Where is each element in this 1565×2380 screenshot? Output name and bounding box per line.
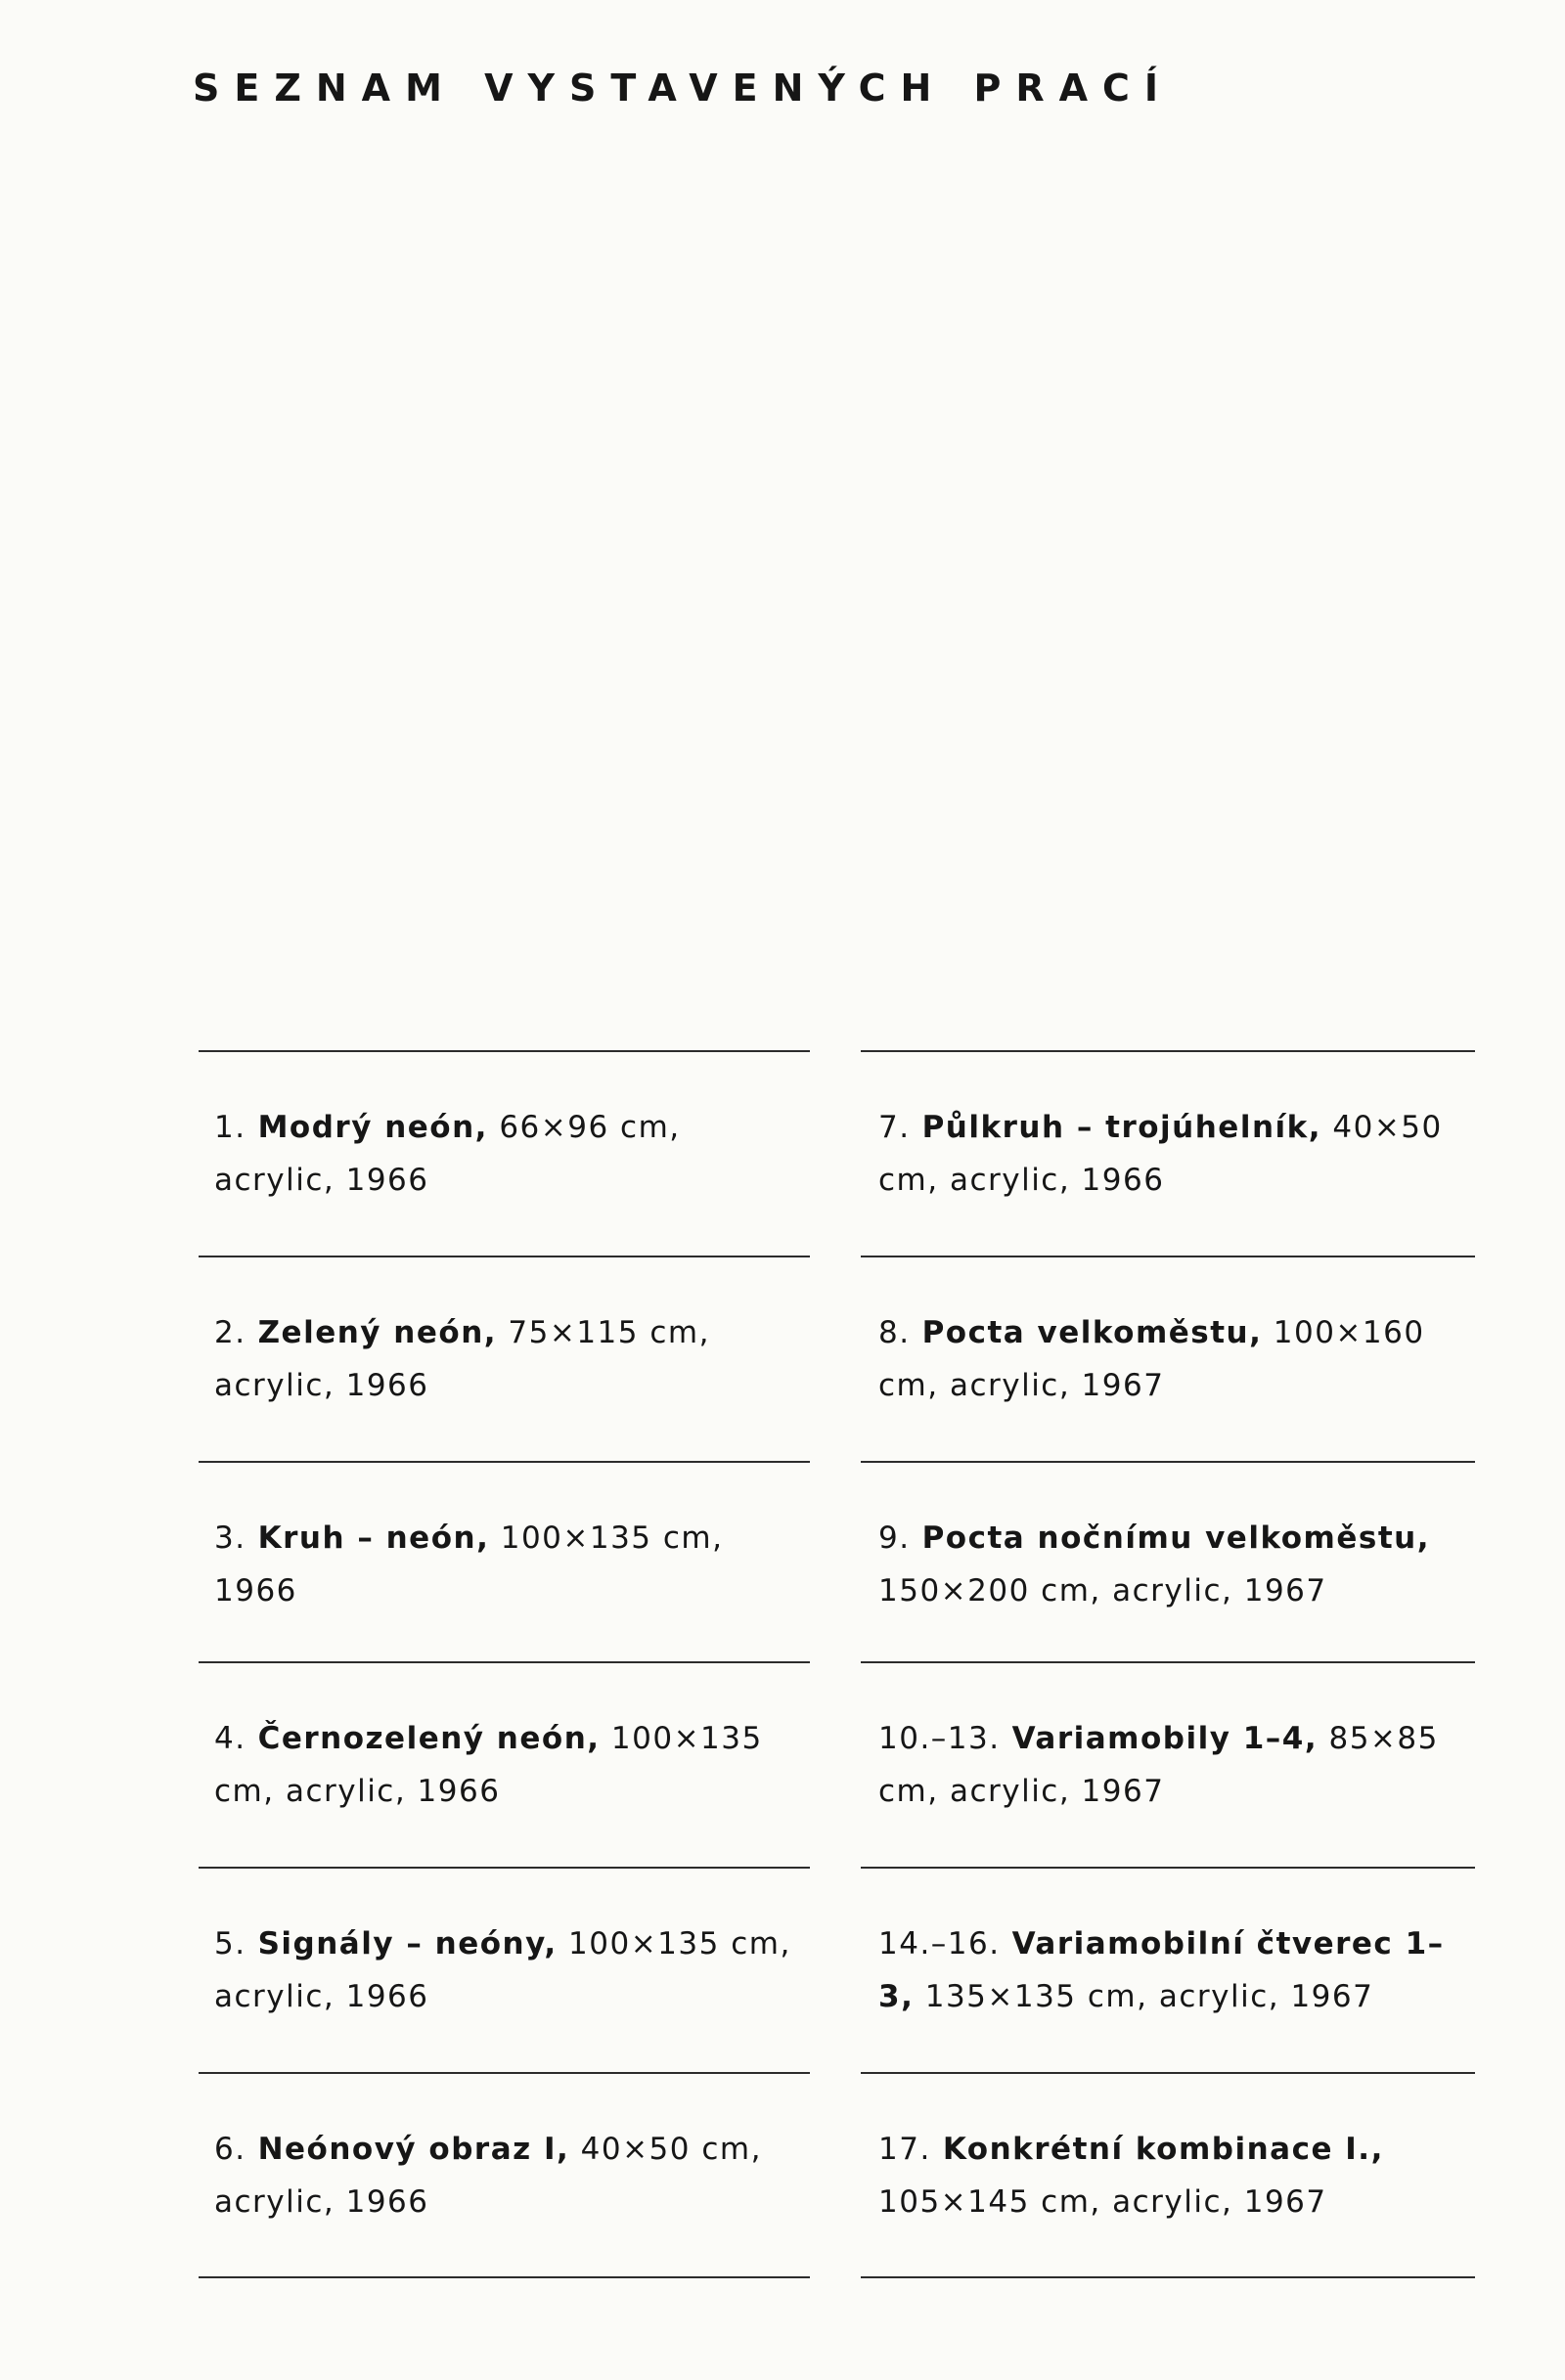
item-title: Variamobily 1–4, [1011, 1721, 1319, 1756]
item-title: Signály – neóny, [257, 1926, 558, 1961]
list-item [861, 1463, 1475, 1666]
list-item [199, 1257, 810, 1461]
divider [861, 2276, 1475, 2278]
item-title: Pocta velkoměstu, [921, 1315, 1263, 1350]
item-number: 3. [214, 1521, 246, 1556]
item-details: 66×96 cm, acrylic, 1966 [214, 1110, 681, 1198]
item-number: 1. [214, 1110, 246, 1145]
item-details: 105×145 cm, acrylic, 1967 [878, 2184, 1327, 2220]
list-item [199, 1052, 810, 1256]
item-number: 2. [214, 1315, 246, 1350]
page-title: SEZNAM VYSTAVENÝCH PRACÍ [193, 66, 1174, 110]
list-item [199, 1869, 810, 2072]
item-title: Zelený neón, [257, 1315, 498, 1350]
item-number: 17. [878, 2132, 931, 2167]
list-item [861, 1052, 1475, 1256]
item-details: 75×115 cm, acrylic, 1966 [214, 1315, 710, 1403]
item-number: 4. [214, 1721, 246, 1756]
item-title: Kruh – neón, [257, 1521, 490, 1556]
item-details: 100×160 cm, acrylic, 1967 [878, 1315, 1425, 1403]
item-details: 100×135 cm, acrylic, 1966 [214, 1721, 763, 1809]
item-details: 40×50 cm, acrylic, 1966 [214, 2132, 762, 2220]
list-item [861, 2074, 1475, 2277]
item-title: Půlkruh – trojúhelník, [921, 1110, 1322, 1145]
item-title: Neónový obraz I, [257, 2132, 570, 2167]
list-item [199, 1463, 810, 1666]
item-title: Černozelený neón, [257, 1721, 601, 1756]
item-details: 85×85 cm, acrylic, 1967 [878, 1721, 1439, 1809]
item-number: 7. [878, 1110, 911, 1145]
list-item [861, 1257, 1475, 1461]
list-item [861, 1869, 1475, 2072]
list-item [861, 1663, 1475, 1867]
item-title: Variamobilní čtverec 1–3, [878, 1926, 1445, 2014]
item-title: Pocta nočnímu velkoměstu, [921, 1521, 1430, 1556]
item-number: 14.–16. [878, 1926, 1001, 1961]
item-title: Konkrétní kombinace I., [942, 2132, 1384, 2167]
item-number: 10.–13. [878, 1721, 1001, 1756]
item-number: 9. [878, 1521, 911, 1556]
list-item [199, 2074, 810, 2277]
item-title: Modrý neón, [257, 1110, 488, 1145]
item-details: 135×135 cm, acrylic, 1967 [924, 1979, 1374, 2014]
list-item [199, 1663, 810, 1867]
divider [199, 2276, 810, 2278]
item-number: 5. [214, 1926, 246, 1961]
item-details: 40×50 cm, acrylic, 1966 [878, 1110, 1443, 1198]
item-number: 6. [214, 2132, 246, 2167]
item-details: 100×135 cm, acrylic, 1966 [214, 1926, 791, 2014]
item-details: 100×135 cm, 1966 [214, 1521, 724, 1609]
item-number: 8. [878, 1315, 911, 1350]
item-details: 150×200 cm, acrylic, 1967 [878, 1573, 1327, 1609]
